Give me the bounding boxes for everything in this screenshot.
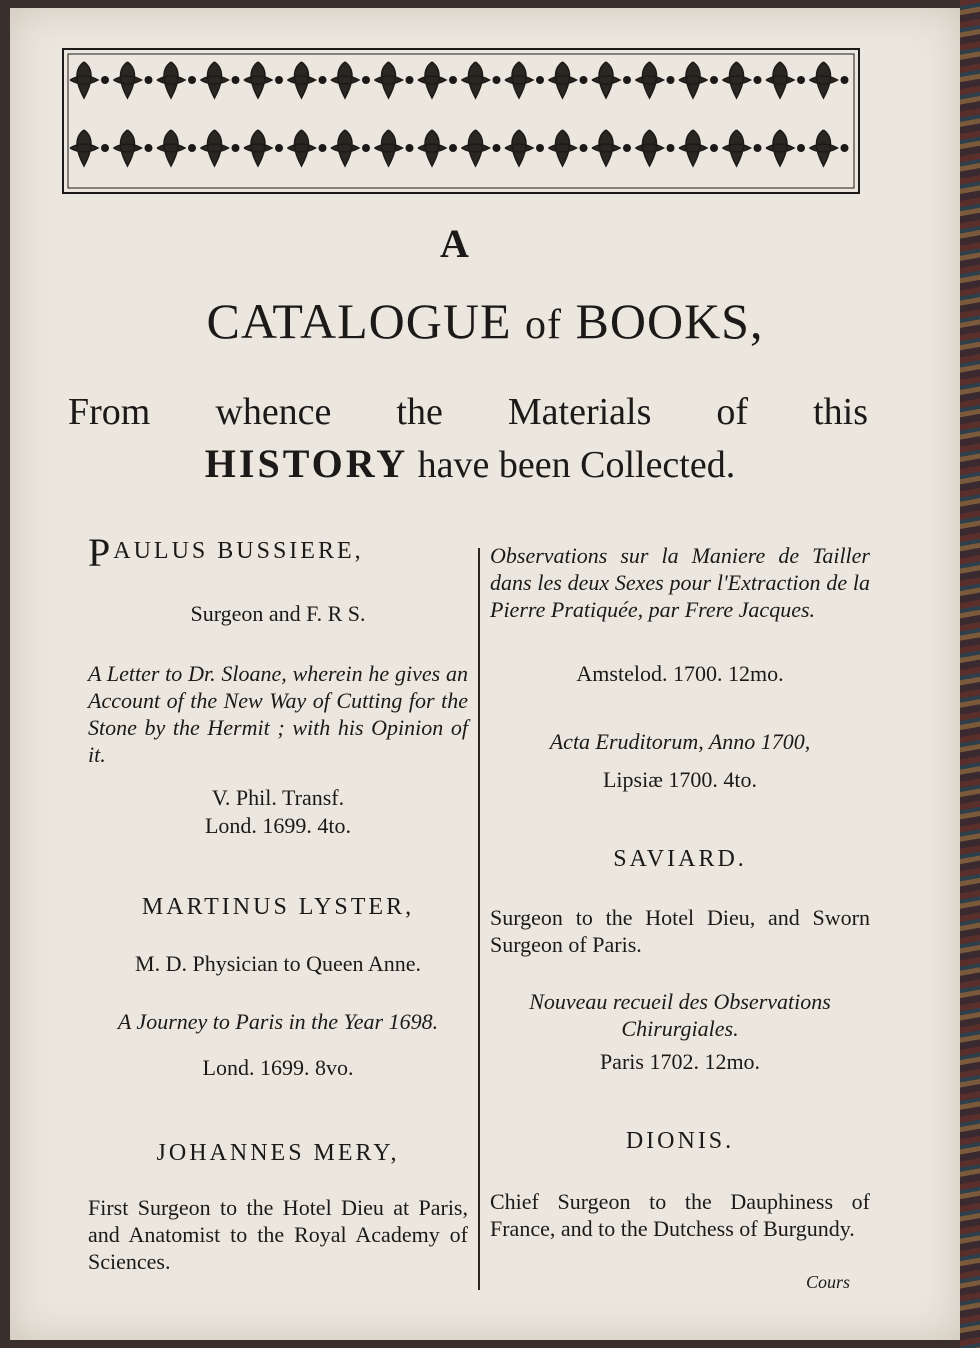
entry-mery-role: First Surgeon to the Hotel Dieu at Paris, and Anatomist to the Royal Academy of Sciences. [88, 1195, 468, 1274]
entry-jacques-work: Observations sur la Maniere de Tailler dans les deux Sexes pour l'Extraction de la Pierre Pratiquée, par Frere Jacques. [490, 543, 870, 622]
entry-saviard-name: SAVIARD. [613, 846, 747, 872]
subtitle-line-2 [110, 440, 830, 489]
entry-acta-work: Acta Eruditorum, Anno 1700, [549, 729, 811, 754]
entry-lyster-ref: Lond. 1699. 8vo. [202, 1055, 354, 1080]
ornamental-headpiece [62, 48, 860, 194]
entry-jacques-ref: Amstelod. 1700. 12mo. [576, 661, 784, 686]
title-books: BOOKS, [575, 293, 764, 349]
title-catalogue: CATALOGUE [206, 293, 512, 349]
main-title [10, 292, 960, 350]
catchword: Cours [805, 1272, 850, 1292]
entry-mery-name: JOHANNES MERY, [156, 1140, 400, 1166]
entry-saviard-ref: Paris 1702. 12mo. [599, 1049, 761, 1074]
entry-acta-ref: Lipsiæ 1700. 4to. [602, 767, 757, 792]
entry-lyster-name: MARTINUS LYSTER, [141, 894, 415, 920]
title-article: A [440, 221, 471, 266]
entry-bussiere-name-rest: AULUS BUSSIERE, [113, 538, 364, 564]
entry-dionis-role: Chief Surgeon to the Dauphiness of France, and to the Dutchess of Burgundy. [490, 1189, 870, 1241]
entry-bussiere-work: A Letter to Dr. Sloane, wherein he gives an Account of the New Way of Cutting for the Stone by the Hermit ; with his Opinion of it. [88, 661, 468, 767]
drop-initial: P [88, 530, 114, 575]
entry-lyster-work: A Journey to Paris in the Year 1698. [117, 1009, 439, 1034]
subtitle-history: HISTORY [204, 441, 409, 486]
column-divider [478, 548, 480, 1290]
entry-bussiere-role: Surgeon and F. R S. [190, 601, 366, 626]
entry-saviard-role: Surgeon to the Hotel Dieu, and Sworn Surgeon of Paris. [490, 905, 870, 957]
subtitle-line-1: From whence the Materials of this [68, 391, 868, 433]
title-of: of [525, 302, 562, 348]
entry-bussiere-name [88, 530, 468, 575]
entry-bussiere-ref1: V. Phil. Transf. [211, 785, 345, 810]
subtitle-rest: have been Collected. [417, 444, 736, 486]
book-page [10, 8, 960, 1340]
entry-bussiere-ref2: Lond. 1699. 4to. [204, 813, 352, 838]
marbled-edge [960, 0, 980, 1348]
entry-lyster-role: M. D. Physician to Queen Anne. [135, 951, 421, 976]
entry-saviard-work: Nouveau recueil des Observations Chirurgiales. [529, 989, 831, 1041]
entry-dionis-name: DIONIS. [625, 1128, 735, 1154]
